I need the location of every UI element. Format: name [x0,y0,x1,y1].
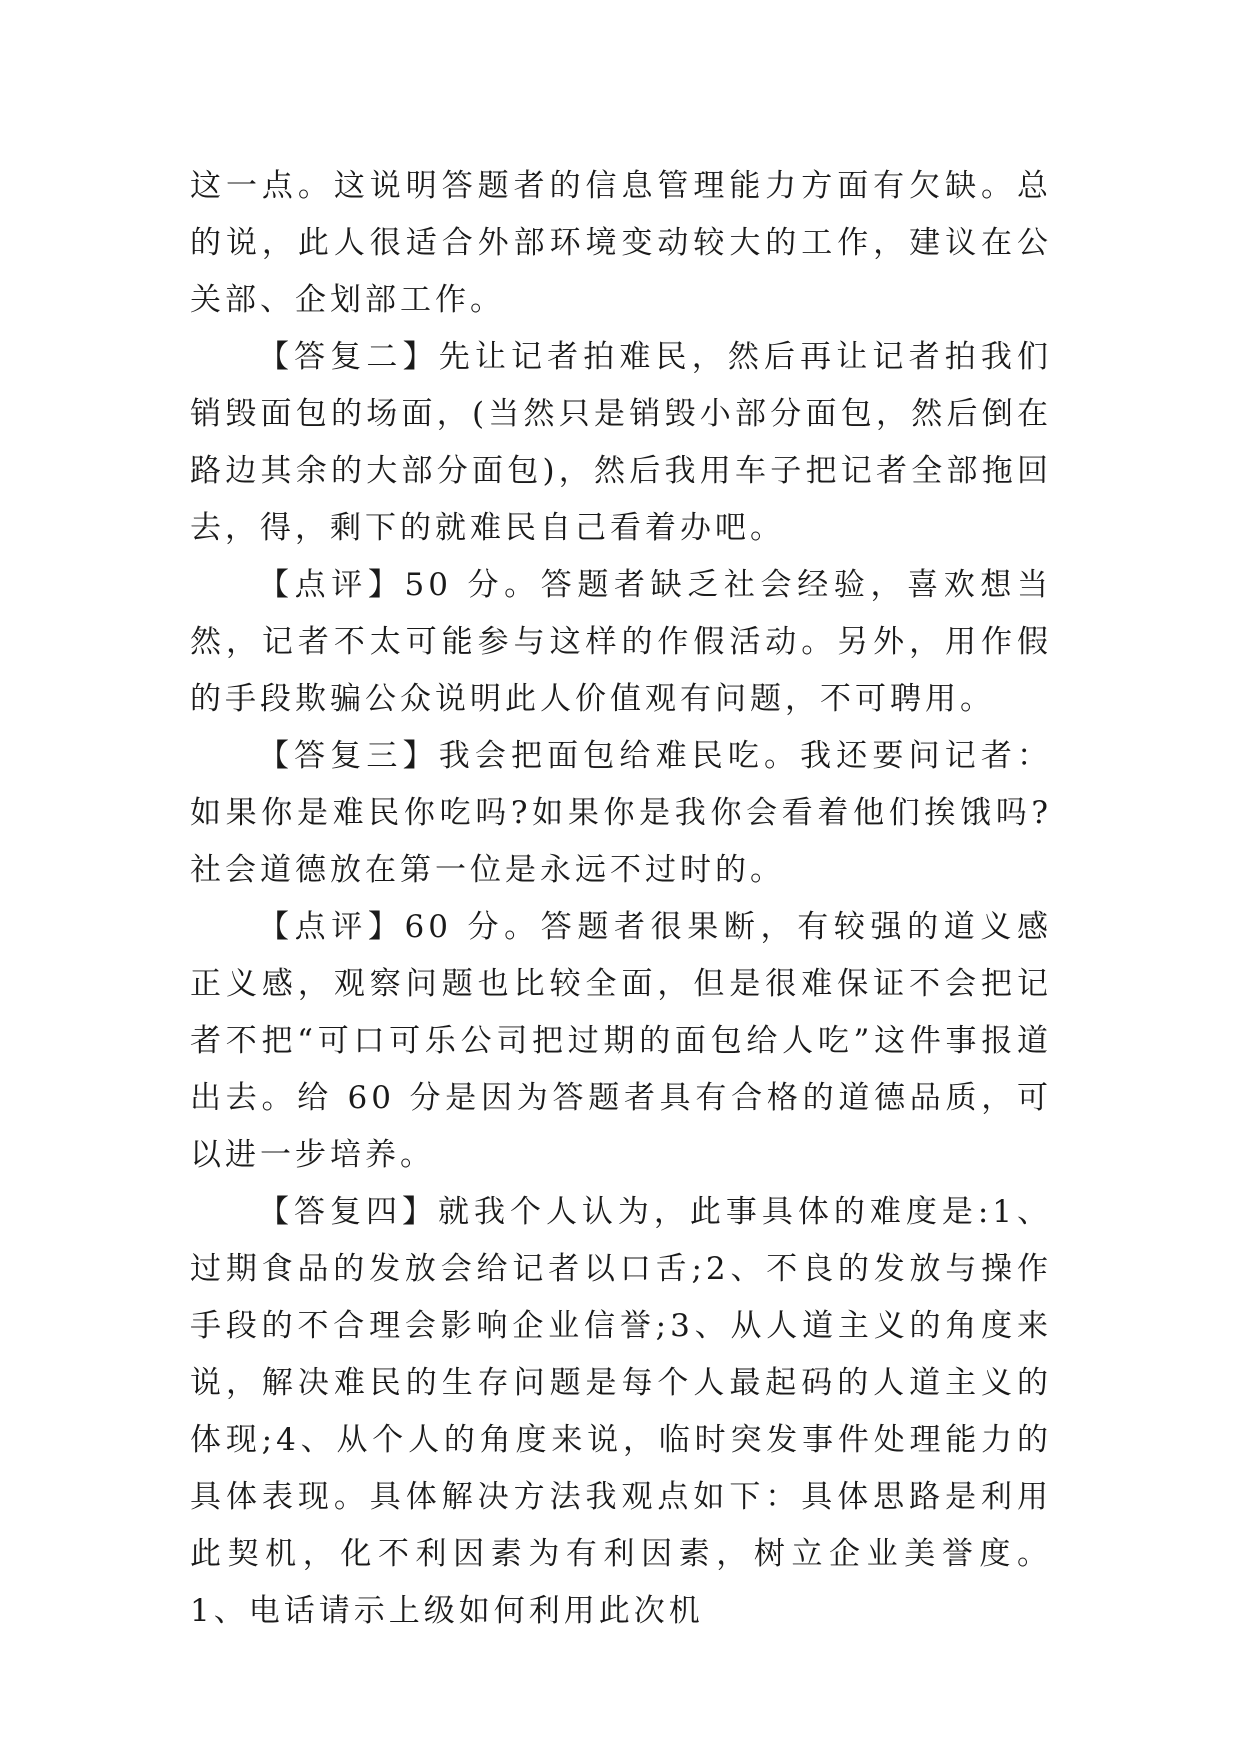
paragraph-answer-three [190,728,1052,899]
paragraph-text: 我会把面包给难民吃。我还要问记者：如果你是难民你吃吗?如果你是我你会看着他们挨饿吗?社会道德放在第一位是永远不过时的。 [190,738,1053,888]
paragraph-text: 这一点。这说明答题者的信息管理能力方面有欠缺。总的说，此人很适合外部环境变动较大的工作，建议在公关部、企划部工作。 [190,168,1052,318]
comment-tag: 【点评】 [258,567,405,603]
paragraph-answer-two [190,329,1052,557]
paragraph-comment-three [190,899,1052,1184]
answer-two-tag: 【答复二】 [258,339,439,375]
paragraph-comment-two [190,557,1052,728]
answer-three-tag: 【答复三】 [258,738,439,774]
paragraph-text: 就我个人认为，此事具体的难度是:1、过期食品的发放会给记者以口舌;2、不良的发放与操作手段的不合理会影响企业信誉;3、从人道主义的角度来说，解决难民的生存问题是每个人最起码的人道主义的体现;4、从个人的角度来说，临时突发事件处理能力的具体表现。具体解决方法我观点如下：具体思路是利用此契机，化不利因素为有利因素，树立企业美誉度。1、电话请示上级如何利用此次机 [190,1194,1053,1629]
document-body [190,158,1052,1640]
paragraph-text: 先让记者拍难民，然后再让记者拍我们销毁面包的场面，(当然只是销毁小部分面包，然后倒在路边其余的大部分面包)，然后我用车子把记者全部拖回去，得，剩下的就难民自己看着办吧。 [190,339,1053,546]
paragraph-answer-four [190,1184,1052,1640]
answer-four-tag: 【答复四】 [258,1194,438,1230]
paragraph-intro-continuation [190,158,1052,329]
paragraph-text: 50 分。答题者缺乏社会经验，喜欢想当然，记者不太可能参与这样的作假活动。另外，用作假的手段欺骗公众说明此人价值观有问题，不可聘用。 [190,567,1052,717]
paragraph-text: 60 分。答题者很果断，有较强的道义感正义感，观察问题也比较全面，但是很难保证不会把记者不把“可口可乐公司把过期的面包给人吃”这件事报道出去。给 60 分是因为答题者具有合格的道德品质，可以进一步培养。 [190,909,1052,1173]
comment-tag: 【点评】 [258,909,405,945]
